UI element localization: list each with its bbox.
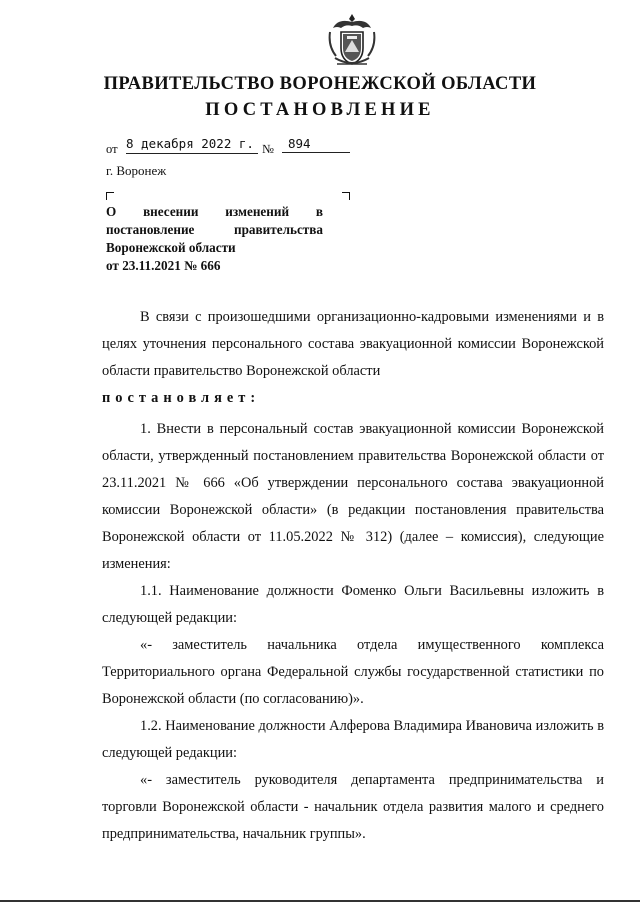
subject-bracket-right bbox=[342, 192, 350, 200]
subject-bracket-left bbox=[106, 192, 114, 200]
number-value: 894 bbox=[282, 136, 350, 153]
page-bottom-edge bbox=[0, 900, 640, 902]
subject-line: Воронежской области bbox=[106, 240, 236, 255]
subject-line: постановление правительства bbox=[106, 222, 323, 237]
date-prefix: от bbox=[106, 142, 118, 156]
document-body bbox=[102, 304, 604, 848]
number-prefix: № bbox=[262, 142, 274, 156]
decree-word: постановляет: bbox=[102, 390, 261, 406]
subject-line: О внесении изменений в bbox=[106, 204, 323, 219]
item-1-paragraph: 1. Внести в персональный состав эвакуационной комиссии Воронежской области, утвержденный постановлением правительства Воронежской области от 23.11.2021 № 666 «Об утверждении персонального состава эвакуационной комиссии Воронежской области» (в редакции постановления правительства Воронежской области от 11.05.2022 № 312) (далее – комиссия), следующие изменения: bbox=[102, 421, 604, 572]
coat-of-arms-emblem bbox=[327, 12, 377, 70]
date-value: 8 декабря 2022 г. bbox=[126, 136, 258, 154]
item-1-2-paragraph: 1.2. Наименование должности Алферова Владимира Ивановича изложить в следующей редакции: bbox=[102, 718, 604, 761]
document-subject bbox=[106, 203, 323, 275]
item-1-1-text: «- заместитель начальника отдела имущественного комплекса Территориального органа Федеральной службы государственной статистики по Воронежской области (по согласованию)». bbox=[102, 637, 604, 707]
item-1-1-paragraph: 1.1. Наименование должности Фоменко Ольги Васильевны изложить в следующей редакции: bbox=[102, 583, 604, 626]
preamble-paragraph: В связи с произошедшими организационно-кадровыми изменениями и в целях уточнения персонального состава эвакуационной комиссии Воронежской области правительство Воронежской области bbox=[102, 309, 604, 379]
city-label: г. Воронеж bbox=[106, 163, 167, 178]
government-name: ПРАВИТЕЛЬСТВО ВОРОНЕЖСКОЙ ОБЛАСТИ bbox=[103, 74, 537, 94]
date-number-row bbox=[106, 136, 366, 158]
document-type: ПОСТАНОВЛЕНИЕ bbox=[205, 100, 435, 120]
item-1-2-text: «- заместитель руководителя департамента предпринимательства и торговли Воронежской области - начальник отдела развития малого и среднего предпринимательства, начальник группы». bbox=[102, 772, 604, 842]
decree-word-paragraph bbox=[102, 385, 604, 412]
subject-line: от 23.11.2021 № 666 bbox=[106, 258, 221, 273]
